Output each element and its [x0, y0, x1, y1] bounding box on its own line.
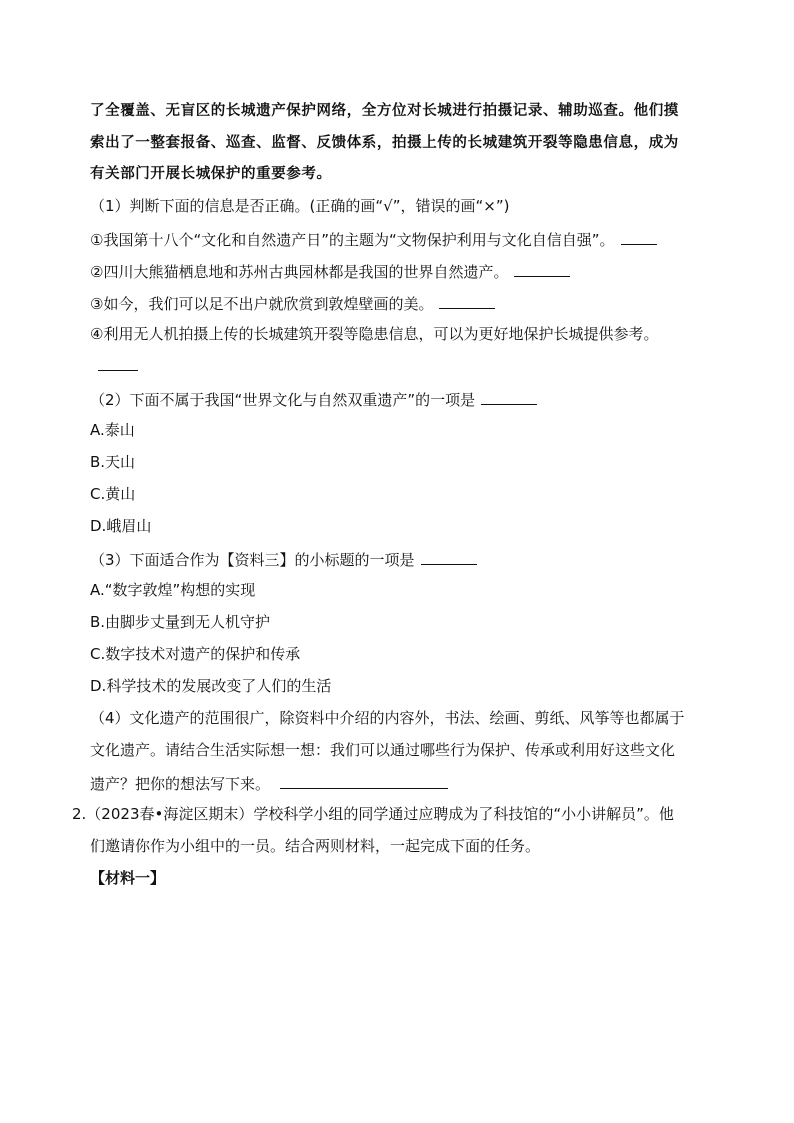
q2-option-a: A.泰山	[90, 421, 135, 439]
passage-line-2: 索出了一整套报备、巡查、监督、反馈体系，拍摄上传的长城建筑开裂等隐患信息，成为	[90, 134, 679, 151]
q1-item-2-blank[interactable]	[514, 260, 570, 277]
q1-item-2-text: ②四川大熊猫栖息地和苏州古典园林都是我国的世界自然遗产。	[90, 263, 509, 281]
problem2-line-1: 2.（2023春•海淀区期末）学校科学小组的同学通过应聘成为了科技馆的“小小讲解员”。他	[72, 805, 674, 823]
q4-line-2: 文化遗产。请结合生活实际想一想：我们可以通过哪些行为保护、传承或利用好这些文化	[90, 741, 676, 759]
q4-line-3-text: 遗产？把你的想法写下来。	[90, 775, 271, 793]
problem2-line-2: 们邀请你作为小组中的一员。结合两则材料，一起完成下面的任务。	[90, 837, 541, 855]
q2-blank[interactable]	[481, 388, 537, 405]
q3-blank[interactable]	[421, 548, 477, 565]
q3-option-d: D.科学技术的发展改变了人们的生活	[90, 677, 332, 695]
q3-stem: （3）下面适合作为【资料三】的小标题的一项是	[90, 551, 415, 569]
q1-item-3-blank[interactable]	[439, 292, 495, 309]
q1-item-4: ④利用无人机拍摄上传的长城建筑开裂等隐患信息，可以为更好地保护长城提供参考。	[90, 325, 659, 343]
q1-item-1	[90, 228, 730, 250]
q3-stem-line	[90, 548, 730, 570]
material-one-heading: 【材料一】	[90, 869, 166, 887]
passage-line-1: 了全覆盖、无盲区的长城遗产保护网络，全方位对长城进行拍摄记录、辅助巡查。他们摸	[90, 102, 679, 119]
q1-item-2	[90, 260, 730, 282]
q2-stem: （2）下面不属于我国“世界文化与自然双重遗产”的一项是	[90, 391, 476, 409]
q1-stem: （1）判断下面的信息是否正确。(正确的画“√”，错误的画“×”)	[90, 197, 510, 215]
q1-item-3	[90, 292, 730, 314]
q3-option-c: C.数字技术对遗产的保护和传承	[90, 645, 301, 663]
q4-answer-blank[interactable]	[280, 772, 448, 789]
q3-option-b: B.由脚步丈量到无人机守护	[90, 613, 271, 631]
q2-option-d: D.峨眉山	[90, 517, 152, 535]
q1-item-1-blank[interactable]	[621, 228, 657, 245]
q4-line-1: （4）文化遗产的范围很广，除资料中介绍的内容外，书法、绘画、剪纸、风筝等也都属于	[90, 709, 685, 727]
q2-option-b: B.天山	[90, 453, 136, 471]
q2-stem-line	[90, 388, 730, 410]
q1-item-4-blank[interactable]	[98, 354, 138, 371]
q2-option-c: C.黄山	[90, 485, 136, 503]
passage-line-3: 有关部门开展长城保护的重要参考。	[90, 165, 332, 182]
q3-option-a: A.“数字敦煌”构想的实现	[90, 581, 256, 599]
q1-item-4-blank-line	[90, 354, 730, 376]
q4-line-3	[90, 772, 730, 794]
q1-item-3-text: ③如今，我们可以足不出户就欣赏到敦煌壁画的美。	[90, 295, 434, 313]
q1-item-1-text: ①我国第十八个“文化和自然遗产日”的主题为“文物保护利用与文化自信自强”。	[90, 231, 615, 249]
